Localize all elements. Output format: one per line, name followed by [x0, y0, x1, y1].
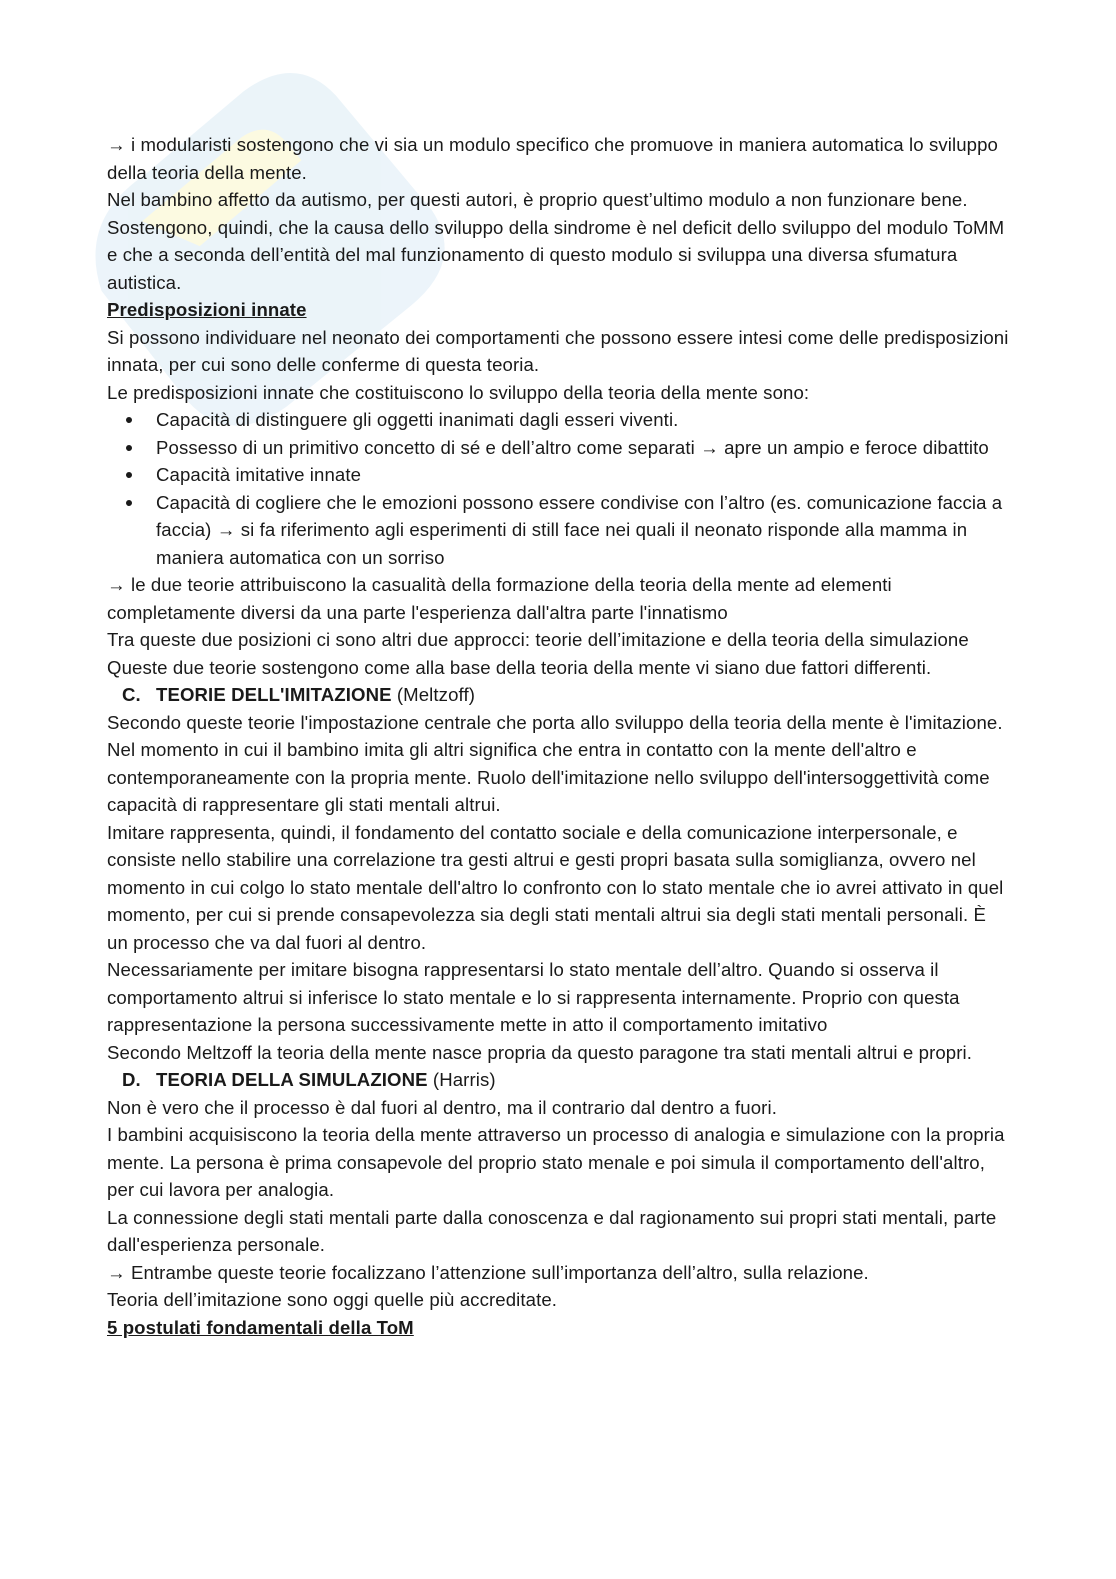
heading-letter: C. [122, 684, 141, 705]
paragraph: Queste due teorie sostengono come alla base della teoria della mente vi siano due fattori differenti. [107, 656, 932, 678]
heading-letter: D. [122, 1069, 141, 1090]
heading-title: TEORIE DELL'IMITAZIONE [156, 684, 392, 705]
heading-title: TEORIA DELLA SIMULAZIONE [156, 1069, 428, 1090]
list-item: Possesso di un primitivo concetto di sé e dell’altro come separati → apre un ampio e feroce dibattito [107, 434, 1012, 462]
paragraph: Nel bambino affetto da autismo, per questi autori, è proprio quest’ultimo modulo a non funzionare bene. Sostengono, quindi, che la causa dello sviluppo della sindrome è nel deficit dello sviluppo del modulo ToMM e che a seconda dell’entità del mal funzionamento di questo modulo si sviluppa una diversa sfumatura autistica. [107, 189, 1005, 293]
heading-author: (Meltzoff) [391, 684, 476, 705]
paragraph: Imitare rappresenta, quindi, il fondamento del contatto sociale e della comunicazione interpersonale, e consiste nello stabilire una correlazione tra gesti altrui e gesti propri basata sulla somiglianza, ovvero nel momento in cui colgo lo stato mentale dell'altro lo confronto con lo stato mentale che io avrei attivato in quel momento, per cui si prende consapevolezza sia degli stati mentali altrui sia degli stati mentali personali. È un processo che va dal fuori al dentro. [107, 821, 1004, 953]
paragraph: → le due teorie attribuiscono la casualità della formazione della teoria della mente ad elementi completamente diversi da una parte l'esperienza dall'altra parte l'innatismo [107, 574, 892, 623]
paragraph: Secondo queste teorie l'impostazione centrale che porta allo sviluppo della teoria della mente è l'imitazione. Nel momento in cui il bambino imita gli altri significa che entra in contatto con la mente dell'altro e contemporaneamente con la propria mente. Ruolo dell'imitazione nello sviluppo dell'intersoggettività come capacità di rappresentare gli stati mentali altrui. [107, 711, 1003, 815]
document-body [107, 131, 1012, 1341]
list-item: Capacità di distinguere gli oggetti inanimati dagli esseri viventi. [107, 406, 1012, 434]
list-item: Capacità di cogliere che le emozioni possono essere condivise con l’altro (es. comunicazione faccia a faccia) → si fa riferimento agli esperimenti di still face nei quali il neonato risponde alla mamma in maniera automatica con un sorriso [107, 489, 1012, 572]
paragraph: Le predisposizioni innate che costituiscono lo sviluppo della teoria della mente sono: [107, 381, 810, 403]
paragraph: Necessariamente per imitare bisogna rappresentarsi lo stato mentale dell’altro. Quando si osserva il comportamento altrui si inferisce lo stato mentale e lo si rappresenta internamente. Proprio con questa rappresentazione la persona successivamente mette in atto il comportamento imitativo [107, 959, 960, 1035]
paragraph: → Entrambe queste teorie focalizzano l’attenzione sull’importanza dell’altro, sulla relazione. [107, 1261, 869, 1283]
paragraph: Secondo Meltzoff la teoria della mente nasce propria da questo paragone tra stati mentali altrui e propri. [107, 1041, 973, 1063]
paragraph: La connessione degli stati mentali parte dalla conoscenza e dal ragionamento sui propri stati mentali, parte dall'esperienza personale. [107, 1206, 997, 1255]
section-heading-predisposizioni: Predisposizioni innate [107, 299, 307, 320]
bullet-list [107, 406, 1012, 571]
section-heading-simulazione [107, 1066, 1012, 1094]
list-item: Capacità imitative innate [107, 461, 1012, 489]
paragraph: → i modularisti sostengono che vi sia un modulo specifico che promuove in maniera automatica lo sviluppo della teoria della mente. [107, 134, 998, 183]
paragraph: Non è vero che il processo è dal fuori al dentro, ma il contrario dal dentro a fuori. [107, 1096, 777, 1118]
section-heading-postulati: 5 postulati fondamentali della ToM [107, 1316, 414, 1338]
paragraph: Teoria dell’imitazione sono oggi quelle più accreditate. [107, 1289, 558, 1310]
paragraph: I bambini acquisiscono la teoria della mente attraverso un processo di analogia e simulazione con la propria mente. La persona è prima consapevole del proprio stato menale e poi simula il comportamento dell'altro, per cui lavora per analogia. [107, 1124, 1005, 1200]
heading-author: (Harris) [427, 1069, 496, 1090]
paragraph: Tra queste due posizioni ci sono altri due approcci: teorie dell’imitazione e della teoria della simulazione [107, 629, 969, 650]
section-heading-imitazione [107, 681, 1012, 709]
paragraph: Si possono individuare nel neonato dei comportamenti che possono essere intesi come delle predisposizioni innata, per cui sono delle conferme di questa teoria. [107, 326, 1009, 375]
